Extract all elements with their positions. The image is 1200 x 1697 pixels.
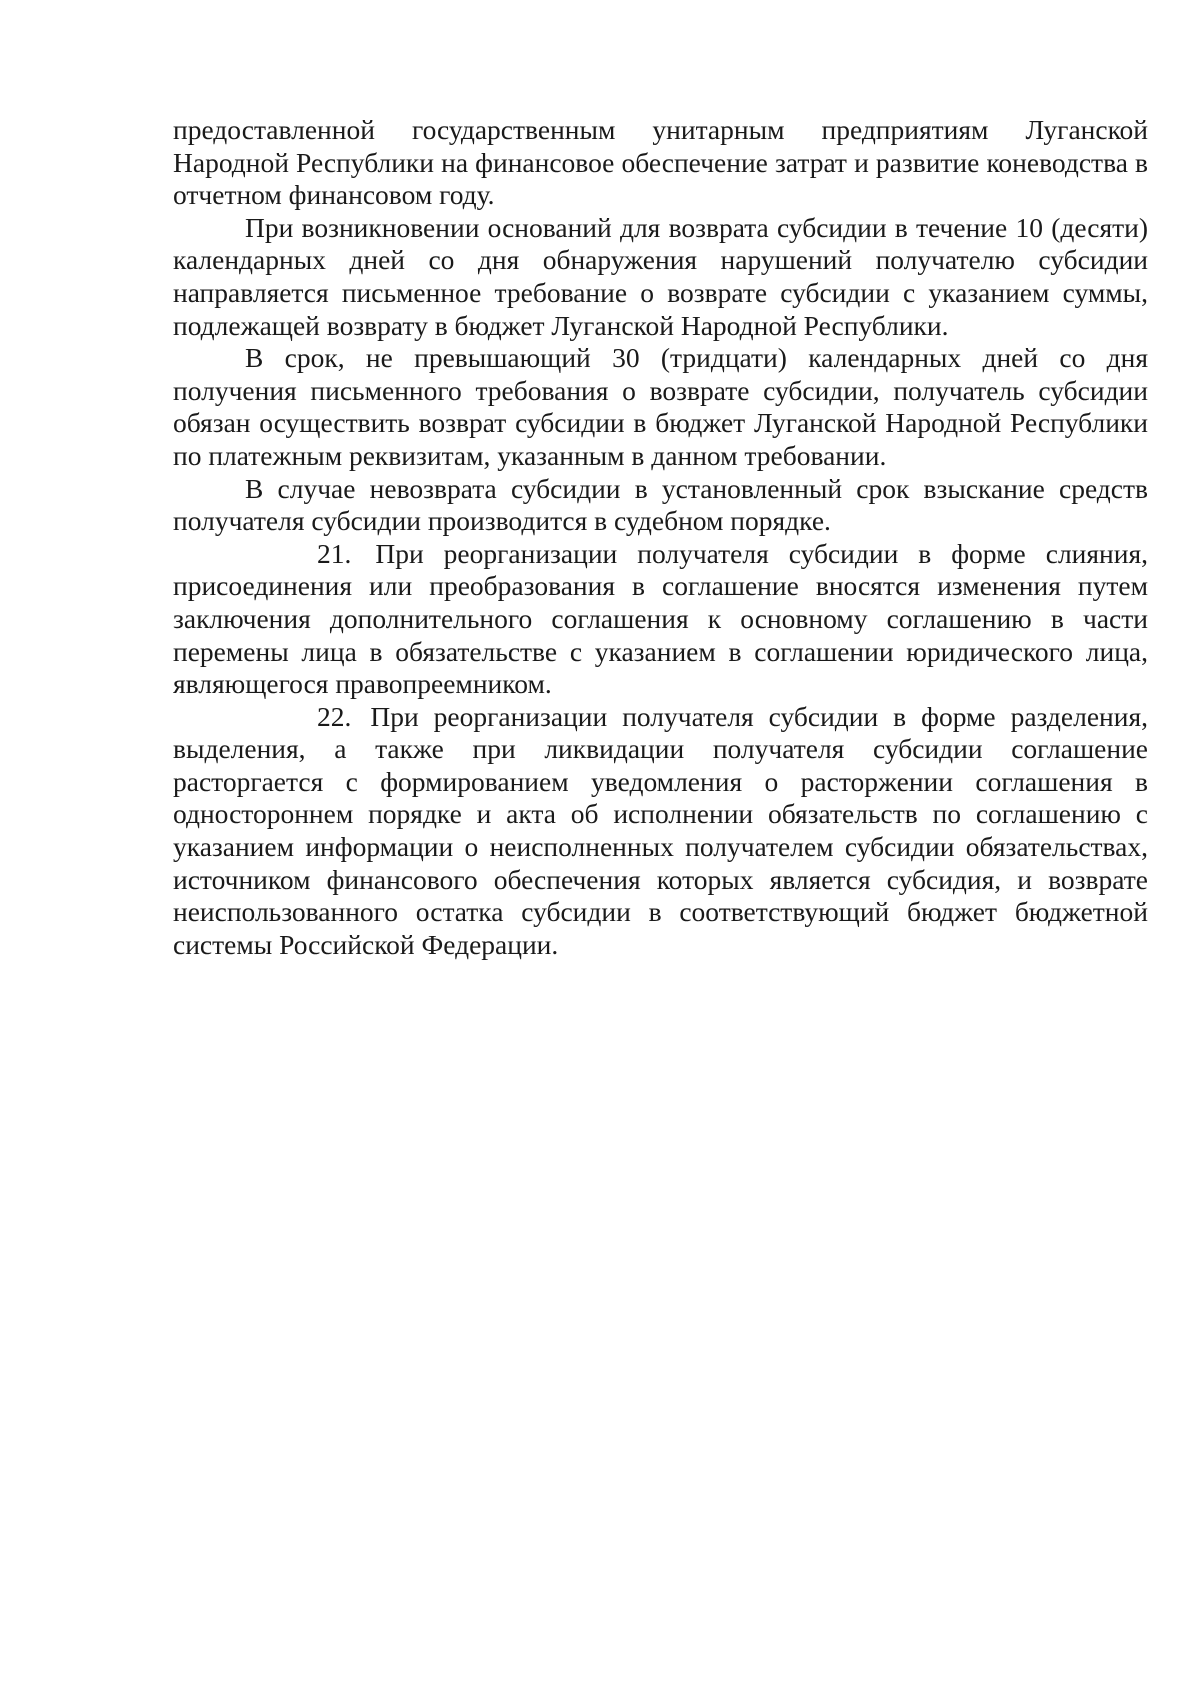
paragraph-item-21 (173, 538, 1148, 701)
paragraph-text: При возникновении оснований для возврата субсидии в течение 10 (десяти) календарных дней со дня обнаружения нарушений получателю субсидии направляется письменное требование о возврате субсидии с указанием суммы, подлежащей возврату в бюджет Луганской Народной Республики. (173, 211, 1148, 341)
paragraph-text: В случае невозврата субсидии в установленный срок взыскание средств получателя субсидии производится в судебном порядке. (173, 472, 1148, 537)
paragraph-text: При реорганизации получателя субсидии в форме слияния, присоединения или преобразования в соглашение вносятся изменения путем заключения дополнительного соглашения к основному соглашению в части перемены лица в обязательстве с указанием в соглашении юридического лица, являющегося правопреемником. (173, 537, 1148, 700)
paragraph-continuation (173, 114, 1148, 212)
paragraph-number: 22. (317, 700, 352, 732)
paragraph-item-22 (173, 701, 1148, 962)
paragraph-text: предоставленной государственным унитарным предприятиям Луганской Народной Республики на финансовое обеспечение затрат и развитие коневодства в отчетном финансовом году. (173, 114, 1148, 211)
paragraph-text: При реорганизации получателя субсидии в форме разделения, выделения, а также при ликвидации получателя субсидии соглашение расторгается с формированием уведомления о расторжении соглашения в одностороннем порядке и акта об исполнении обязательств по соглашению с указанием информации о неисполненных получателем субсидии обязательствах, источником финансового обеспечения которых является субсидия, и возврате неиспользованного остатка субсидии в соответствующий бюджет бюджетной системы Российской Федерации. (173, 700, 1149, 960)
paragraph-return-deadline (173, 342, 1148, 472)
paragraph-non-return (173, 473, 1148, 538)
document-body (173, 114, 1148, 961)
paragraph-text: В срок, не превышающий 30 (тридцати) календарных дней со дня получения письменного требования о возврате субсидии, получатель субсидии обязан осуществить возврат субсидии в бюджет Луганской Народной Республики по платежным реквизитам, указанным в данном требовании. (173, 342, 1148, 471)
paragraph-return-basis (173, 212, 1148, 342)
paragraph-number: 21. (317, 537, 352, 569)
